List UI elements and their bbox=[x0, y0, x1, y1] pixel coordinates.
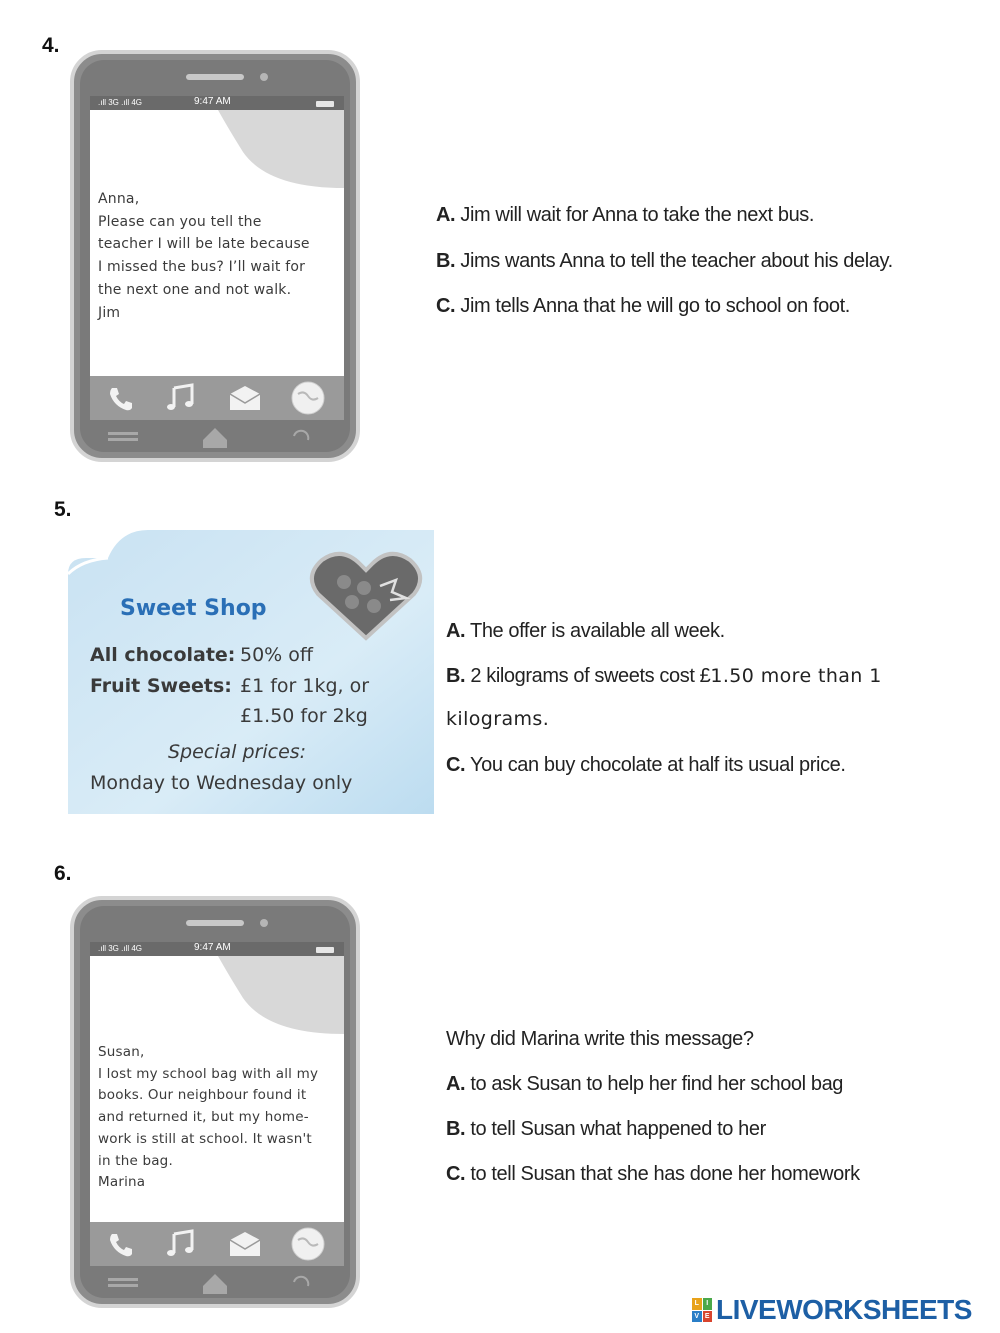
message-line: Susan, bbox=[98, 1044, 145, 1060]
option-text-tail: 1.50 more than 1 kilograms. bbox=[446, 665, 882, 730]
option-a[interactable] bbox=[446, 1073, 843, 1096]
question-prompt: Why did Marina write this message? bbox=[446, 1028, 754, 1050]
logo-grid-icon bbox=[692, 1298, 712, 1322]
option-text: Jims wants Anna to tell the teacher about his delay. bbox=[455, 250, 893, 272]
question-number-6: 6. bbox=[54, 862, 72, 885]
answer-options-q4 bbox=[436, 204, 976, 324]
carrier-signal: .ıll 3G .ıll 4G bbox=[98, 98, 143, 107]
phone-message-q6 bbox=[68, 894, 362, 1310]
logo-grid-letter: V bbox=[692, 1311, 702, 1323]
logo-grid-letter: I bbox=[703, 1298, 713, 1310]
option-text: The offer is available all week. bbox=[465, 620, 725, 642]
liveworksheets-logo[interactable] bbox=[692, 1292, 972, 1328]
answer-options-q6 bbox=[446, 1028, 986, 1198]
phone-call-icon bbox=[106, 384, 136, 414]
message-line: in the bag. bbox=[98, 1152, 173, 1169]
option-c[interactable] bbox=[446, 754, 846, 777]
message-line: Please can you tell the bbox=[98, 213, 262, 230]
option-text: Jim tells Anna that he will go to school on foot. bbox=[455, 295, 850, 317]
message-line: I missed the bus? I’ll wait for bbox=[98, 259, 306, 276]
option-letter: C. bbox=[446, 1163, 466, 1185]
option-a[interactable] bbox=[446, 620, 725, 643]
message-line: teacher I will be late because bbox=[98, 236, 310, 253]
question-number-4: 4. bbox=[42, 34, 60, 57]
logo-grid-letter: E bbox=[703, 1311, 713, 1323]
option-text: to ask Susan to help her find her school bag bbox=[465, 1073, 844, 1095]
option-text: 2 kilograms of sweets cost £ bbox=[465, 665, 711, 687]
globe-icon bbox=[290, 1226, 326, 1262]
sms-message-text bbox=[98, 188, 334, 324]
option-letter: A. bbox=[436, 204, 456, 226]
valid-days: Monday to Wednesday only bbox=[90, 772, 353, 794]
option-text: Jim will wait for Anna to take the next bus. bbox=[455, 204, 815, 226]
option-letter: A. bbox=[446, 1073, 466, 1095]
logo-text: LIVEWORKSHEETS bbox=[716, 1294, 972, 1325]
music-icon bbox=[164, 1228, 196, 1260]
message-line: books. Our neighbour found it bbox=[98, 1087, 307, 1104]
message-line: work is still at school. It wasn't bbox=[98, 1130, 312, 1147]
message-line: and returned it, but my home- bbox=[98, 1109, 309, 1126]
option-letter: A. bbox=[446, 620, 466, 642]
option-c[interactable] bbox=[446, 1163, 860, 1186]
mail-icon bbox=[228, 1230, 262, 1258]
logo-grid-letter: L bbox=[692, 1298, 702, 1310]
option-letter: B. bbox=[446, 665, 466, 687]
sweet-shop-notice bbox=[68, 530, 434, 814]
globe-icon bbox=[290, 380, 326, 416]
message-line: Anna, bbox=[98, 191, 140, 207]
fruit-sweets-price-2: £1.50 for 2kg bbox=[240, 705, 368, 727]
option-letter: B. bbox=[446, 1118, 466, 1140]
option-text: to tell Susan what happened to her bbox=[465, 1118, 766, 1140]
phone-message-q4 bbox=[68, 48, 362, 464]
option-letter: C. bbox=[436, 295, 456, 317]
carrier-signal: .ıll 3G .ıll 4G bbox=[98, 944, 143, 953]
message-line: Marina bbox=[98, 1174, 146, 1191]
option-text: to tell Susan that she has done her homework bbox=[465, 1163, 860, 1185]
answer-options-q5 bbox=[446, 620, 986, 790]
special-prices-label: Special prices: bbox=[168, 741, 307, 763]
clock-time: 9:47 AM bbox=[194, 96, 231, 107]
sms-message-text bbox=[98, 1042, 334, 1194]
option-letter: C. bbox=[446, 754, 466, 776]
fruit-sweets-label: Fruit Sweets: bbox=[90, 675, 232, 697]
question-number-5: 5. bbox=[54, 498, 72, 521]
fruit-sweets-price-1: £1 for 1kg, or bbox=[240, 675, 370, 697]
option-b[interactable] bbox=[436, 250, 893, 273]
message-line: I lost my school bag with all my bbox=[98, 1065, 319, 1082]
phone-call-icon bbox=[106, 1230, 136, 1260]
message-line: the next one and not walk. bbox=[98, 281, 292, 298]
option-b[interactable] bbox=[446, 655, 976, 741]
music-icon bbox=[164, 382, 196, 414]
mail-icon bbox=[228, 384, 262, 412]
chocolate-box-heart-icon bbox=[308, 542, 424, 642]
chocolate-discount: 50% off bbox=[240, 644, 313, 666]
option-a[interactable] bbox=[436, 204, 814, 227]
option-letter: B. bbox=[436, 250, 456, 272]
option-b[interactable] bbox=[446, 1118, 766, 1141]
chocolate-label: All chocolate: bbox=[90, 644, 236, 666]
option-text: You can buy chocolate at half its usual price. bbox=[465, 754, 846, 776]
message-line: Jim bbox=[98, 304, 121, 321]
shop-title: Sweet Shop bbox=[120, 596, 267, 621]
clock-time: 9:47 AM bbox=[194, 942, 231, 953]
option-c[interactable] bbox=[436, 295, 850, 318]
